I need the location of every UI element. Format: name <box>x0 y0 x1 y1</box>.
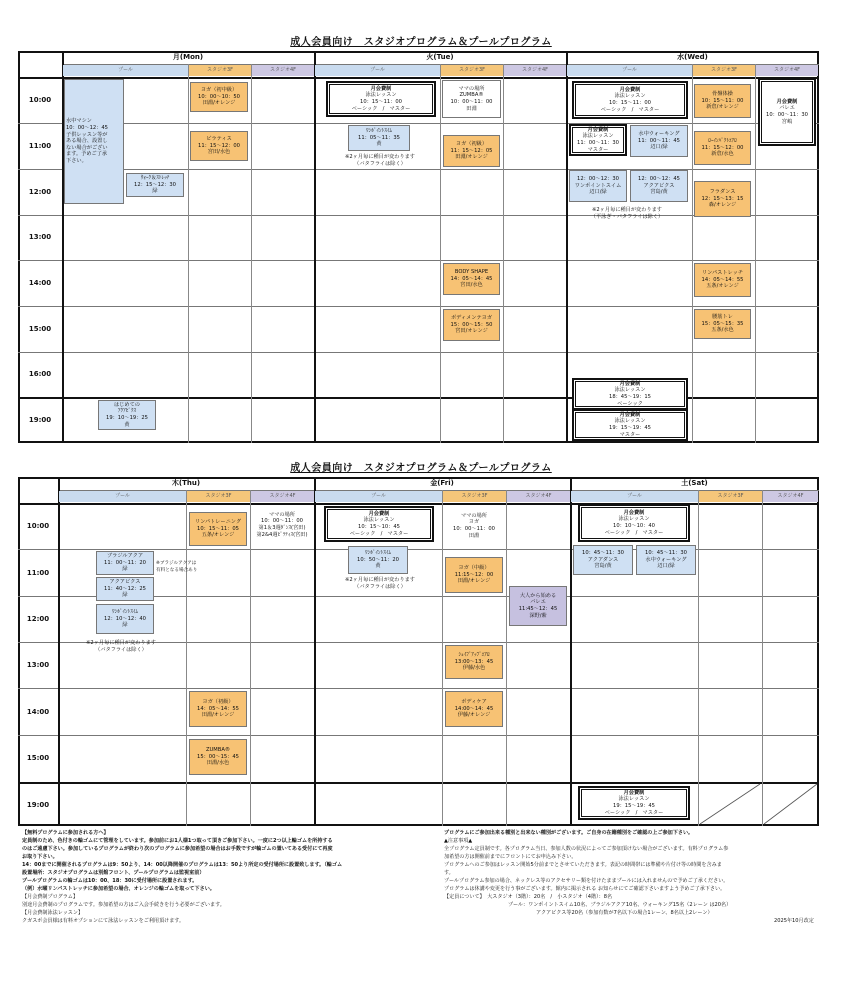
program-card[interactable] <box>190 82 248 112</box>
program-name: BODY SHAPE <box>454 269 489 276</box>
subheader-pool: プール <box>315 491 442 502</box>
program-detail: ヨガ <box>468 519 480 526</box>
program-card-monthly[interactable] <box>572 378 688 410</box>
program-name: ママの場所 <box>269 511 295 518</box>
footer-left <box>22 829 342 925</box>
program-detail: 14：05～14：45 <box>450 275 493 282</box>
program-detail: 田淵/オレンジ <box>457 578 491 585</box>
subheader-studio3f: スタジオ3F <box>441 65 503 76</box>
program-detail: 五条/オレンジ <box>201 532 235 539</box>
program-name: ママの場所 <box>458 85 485 92</box>
program-detail: 泳法レッスン <box>365 92 397 99</box>
footer-text: 【定員について】 大スタジオ（3階）：20名 / 小スタジオ（4階）：8名 <box>444 894 613 900</box>
program-detail: 12：15～13：15 <box>701 195 744 202</box>
program-detail: 19：15～19：45 <box>609 425 651 431</box>
footer-text: アクアビクス等20名（参加有数が7名以下の場合1レーン、8名以上2レーン） <box>536 910 713 916</box>
program-name: フラダンス <box>709 189 736 196</box>
program-detail: 10：15～11：00 <box>360 99 402 105</box>
program-name: ｳｫｰｸ＆ｽﾄﾚｯﾁ <box>140 175 170 182</box>
time-label: 10:00 <box>26 522 50 530</box>
program-detail: ます。予めご了承 <box>66 151 108 158</box>
program-card[interactable] <box>694 84 751 118</box>
program-name: ﾛｰｲﾝﾊﾟｸﾄｴｱﾛ <box>708 138 737 145</box>
program-detail: 10：15～10：45 <box>358 524 400 530</box>
program-detail: 12：10～12：40 <box>104 615 146 622</box>
footer-text: 定員制のため、色付きの輪ゴムにて管理をしています。参加前にお1人様1つ取って頂きご参加下さい。一度に2つ以上輪ゴムを所持する <box>22 838 333 844</box>
program-detail: ベーシック <box>617 400 643 407</box>
program-card[interactable] <box>694 309 751 339</box>
program-card[interactable] <box>509 586 567 626</box>
program-name: ﾜﾝﾎﾟｲﾝﾄｽｲﾑ <box>365 550 391 557</box>
program-card[interactable] <box>98 400 156 430</box>
program-card[interactable] <box>348 125 410 151</box>
subheader-studio3f: スタジオ3F <box>187 491 250 502</box>
program-detail: 14：05～14：55 <box>701 276 744 283</box>
footer-text: のはご遠慮下さい。参加しているプログラムが終わり次のプログラムに参加希望の場合はお手数ですが輪ゴムの置いてある受付にて再度 <box>22 846 333 852</box>
program-detail: 11：15～12：00 <box>198 142 240 149</box>
program-detail: 新倉/水色 <box>711 151 734 158</box>
program-detail: 泳法レッスン <box>618 796 650 803</box>
footer-text: プログラムは休講や変更を行う事がございます。館内に掲示される お知らせにてご確認下さいますよう予めご了承下さい。 <box>444 886 726 892</box>
program-detail: 田淵 <box>466 105 477 112</box>
program-detail: 11：00～11：20 <box>104 559 146 566</box>
program-name: 月会費制 <box>623 789 645 796</box>
subheader-pool: プール <box>59 491 186 502</box>
program-detail: 11:15～12：00 <box>454 571 494 578</box>
top-timetable-title: 成人会員向け スタジオプログラム＆プールプログラム <box>290 37 552 48</box>
program-detail: 宮嶋 <box>781 118 793 125</box>
subheader-studio4f: スタジオ4F <box>507 491 570 502</box>
program-detail: 宮田/水色 <box>460 282 483 289</box>
program-card[interactable] <box>189 739 247 775</box>
program-card-monthly[interactable] <box>572 81 688 119</box>
subheader-pool: プール <box>571 491 698 502</box>
program-detail: 田淵/オレンジ <box>201 712 235 719</box>
program-name: 月会費制 <box>619 86 641 93</box>
subheader-pool: プール <box>567 65 692 76</box>
program-card[interactable] <box>443 135 500 167</box>
day-header-thu: 木(Thu) <box>171 479 201 487</box>
footer-text: プログラムにご参加出来る種別と出来ない種別がございます。ご自身の在籍種別をご確認の上ご参加下さい。 <box>444 830 694 836</box>
program-name: 10：45～11：30 <box>582 550 624 557</box>
program-detail: 下さい。 <box>66 157 87 164</box>
subheader-studio4f: スタジオ4F <box>504 65 566 76</box>
program-card-monthly[interactable] <box>572 409 688 441</box>
program-detail: 10：00～11：00 <box>453 526 495 532</box>
subheader-studio3f: スタジオ3F <box>189 65 251 76</box>
footer-text: 設置場所：スタジオプログラムは別館フロント、プールプログラムは監視室前） <box>22 870 205 876</box>
subheader-studio4f: スタジオ4F <box>251 491 314 502</box>
program-card[interactable] <box>630 170 688 202</box>
footer-right <box>444 829 814 925</box>
program-name: アクアビクス <box>109 579 141 586</box>
program-card[interactable] <box>348 546 408 574</box>
program-name: ボディメンテヨガ <box>450 315 493 322</box>
footer-text: 【月会費制泳法レッスン】 <box>22 910 84 916</box>
program-detail: 辺口/緑 <box>650 144 668 151</box>
program-detail: 11：00～11：45 <box>638 137 680 144</box>
program-detail: 黄 <box>124 421 130 428</box>
program-detail: 14:00～14：45 <box>454 705 494 712</box>
program-name: はじめての <box>114 401 140 408</box>
program-card[interactable] <box>573 545 633 575</box>
program-card[interactable] <box>64 79 124 204</box>
program-detail: 辺口/緑 <box>657 563 675 570</box>
program-name: 水中ウォーキング <box>638 131 680 138</box>
footer-text: 【無料プログラムに参加される方へ】 <box>22 830 109 836</box>
time-label: 14:00 <box>28 279 52 287</box>
program-detail: バレエ <box>530 599 546 606</box>
footer-text: 加希望の方は開催前までにフロントにてお申込み下さい。 <box>444 854 577 860</box>
subheader-studio3f: スタジオ3F <box>443 491 506 502</box>
program-name: ﾜﾝﾎﾟｲﾝﾄｽｲﾑ <box>112 609 138 616</box>
program-detail: 緑 <box>122 622 128 629</box>
program-card[interactable] <box>189 512 247 546</box>
program-name: 月会費制 <box>619 380 641 387</box>
program-detail: 15：05～15：35 <box>701 320 744 327</box>
time-label: 11:00 <box>26 569 50 577</box>
program-detail: 新倉/オレンジ <box>706 104 739 111</box>
program-card-monthly[interactable] <box>569 124 627 156</box>
footer-text: クガスポ会員様は有料オプションにて泳法レッスンをご利用頂けます。 <box>22 918 185 924</box>
program-name: 腰筋トレ <box>712 314 733 321</box>
program-name: ヨガ（初級） <box>455 141 488 148</box>
program-detail: 10：15～11：00 <box>701 97 744 104</box>
footer-text: 14：00までに開催されるプログラムは9：50より、14：00以降開催のプログラムは13：50より所定の受付場所に設置致します。（輪ゴム <box>22 862 343 868</box>
program-name: リンパストレッチ <box>701 270 744 277</box>
program-detail: ベーシック / マスター <box>351 105 411 112</box>
program-detail: ZUMBA® <box>459 92 484 99</box>
program-name: 水中マシン <box>66 118 92 125</box>
subheader-studio4f: スタジオ4F <box>756 65 818 76</box>
program-name: ヨガ（初中級） <box>200 87 238 94</box>
footer-text: （例）水曜リンパストレッチに参加希望の場合、オレンジの輪ゴムを取って下さい。 <box>22 886 215 892</box>
subheader-pool: プール <box>63 65 188 76</box>
program-name: ママの場所 <box>461 512 487 519</box>
program-detail: 森/オレンジ <box>708 202 737 209</box>
time-label: 15:00 <box>28 325 52 333</box>
time-label: 12:00 <box>26 615 50 623</box>
revision-date: 2025年10月改定 <box>774 918 814 924</box>
program-detail: 10：50～11：20 <box>357 556 399 563</box>
program-card[interactable] <box>445 557 503 593</box>
program-detail: 10：00～10：50 <box>198 93 240 100</box>
program-name: 月会費制 <box>623 509 645 516</box>
program-card[interactable] <box>630 125 688 157</box>
time-label: 12:00 <box>28 188 52 196</box>
program-detail: 10：00～11：00 <box>450 99 493 105</box>
program-detail: 11：00～11：30 <box>577 140 619 146</box>
program-name: 月会費制 <box>776 98 798 105</box>
footer-text: ▲注意事項▲ <box>444 838 473 844</box>
program-name: 12：00～12：30 <box>577 176 619 183</box>
time-label: 14:00 <box>26 708 50 716</box>
program-detail: 14：05～14：55 <box>197 705 239 712</box>
program-detail: ベーシック / マスター <box>604 809 664 816</box>
program-detail: 田淵/水色 <box>206 760 230 767</box>
program-detail: 深野/紫 <box>529 612 547 619</box>
program-card-monthly[interactable] <box>578 504 690 542</box>
program-detail: 宮田/オレンジ <box>455 328 488 335</box>
program-card[interactable] <box>442 80 501 118</box>
program-detail: 10：00～12：45 <box>66 125 108 132</box>
subheader-studio4f: スタジオ4F <box>252 65 314 76</box>
program-detail: マスター <box>619 431 641 438</box>
program-detail: ベーシック / マスター <box>600 106 660 113</box>
program-detail: 伊藤/水色 <box>462 665 486 672</box>
footer-text: 別途月会費制のプログラムです。参加希望の方はご入会手続きを行う必要がございます。 <box>22 902 225 908</box>
footer-text: 【月会費制プログラム】 <box>22 894 78 900</box>
program-name: 月会費制 <box>619 411 641 418</box>
program-card[interactable] <box>569 170 627 202</box>
note-text: ※2ヶ月毎に種目が変わります （バタフライは除く） <box>345 577 415 590</box>
program-detail: バレエ <box>779 105 795 112</box>
subheader-studio3f: スタジオ3F <box>693 65 755 76</box>
day-header-wed: 水(Wed) <box>677 53 708 61</box>
day-header-sat: 土(Sat) <box>681 479 708 487</box>
program-detail: ある場合、設置し <box>66 138 108 145</box>
program-name: 10：45～11：30 <box>645 550 687 557</box>
program-detail: 第2&4週ﾋﾟﾗﾃｨｽ(宮田) <box>256 531 308 538</box>
footer-text: プールプログラムの輪ゴムは10：00、18：30に受付場所に設置されます。 <box>22 878 198 884</box>
program-card-monthly[interactable] <box>758 78 816 146</box>
program-detail: 10：10～10：40 <box>613 523 655 529</box>
program-detail: 泳法レッスン <box>582 133 614 140</box>
program-detail: アクアビクス <box>643 182 675 189</box>
program-card[interactable] <box>96 604 154 634</box>
program-name: 大人から始める <box>519 592 557 599</box>
program-name: 月会費制 <box>587 126 609 133</box>
program-detail: 泳法レッスン <box>618 516 650 523</box>
subheader-studio4f: スタジオ4F <box>763 491 818 502</box>
program-detail: 11：40～12：25 <box>104 585 146 592</box>
program-detail: 宮島/黄 <box>650 189 668 196</box>
program-card[interactable] <box>445 691 503 727</box>
program-detail: ｱｸｱﾋﾞｸｽ <box>117 408 137 415</box>
program-name: ZUMBA® <box>205 747 231 754</box>
footer-text: プログラムへのご参加はレッスン開始5分前までとさせていただきます。表記の時間帯には準備や片付け等の時間を含みま <box>444 862 722 868</box>
program-detail: 泳法レッスン <box>614 93 646 100</box>
program-detail: 黄 <box>376 141 382 148</box>
day-header-tue: 火(Tue) <box>426 53 454 61</box>
program-name: ボディケア <box>461 699 487 706</box>
day-header-fri: 金(Fri) <box>430 479 454 487</box>
program-detail: 子供レッスン等が <box>66 131 108 138</box>
divider <box>18 77 819 79</box>
program-card[interactable] <box>252 505 312 545</box>
program-detail: 10：15～11：00 <box>609 100 651 106</box>
program-detail: 18：45～19：15 <box>609 394 651 400</box>
note-text: ※2ヶ月毎に種目が変わります （平泳ぎ・バタフライは除く） <box>590 207 664 220</box>
time-label: 16:00 <box>28 370 52 378</box>
program-detail: 辺口/緑 <box>589 189 607 196</box>
program-card[interactable] <box>126 173 184 197</box>
program-detail: 19：15～19：45 <box>613 803 655 809</box>
program-detail: 第1＆3週ﾀﾞﾝｽ(宮田) <box>258 525 306 531</box>
program-detail: 11:45～12：45 <box>518 606 558 612</box>
footer-text: プールプログラム参加の場合、ネックレス等のアクセサリー類を付けたままプールには入れませんので予めご了承ください。 <box>444 878 729 884</box>
program-card[interactable] <box>694 263 751 297</box>
program-detail: 田淵 <box>468 532 480 539</box>
program-detail: 泳法レッスン <box>363 517 395 524</box>
note-text: ※2ヶ月毎に種目が変わります （バタフライは除く） <box>345 154 415 167</box>
program-card[interactable] <box>96 577 154 601</box>
program-detail: 泳法レッスン <box>614 418 646 425</box>
program-detail: 黄 <box>375 563 381 570</box>
program-detail: 泳法レッスン <box>614 387 646 394</box>
program-detail: 10：15～11：05 <box>197 525 239 532</box>
program-card[interactable] <box>443 263 500 295</box>
program-detail: 緑 <box>122 566 128 573</box>
program-card-monthly[interactable] <box>326 81 436 117</box>
bottom-timetable-title: 成人会員向け スタジオプログラム＆プールプログラム <box>290 463 552 474</box>
program-detail: 水中ウォーキング <box>645 556 687 563</box>
program-detail: 19：10～19：25 <box>106 415 148 421</box>
program-name: ヨガ（中級） <box>458 565 490 572</box>
program-detail: ベーシック / マスター <box>349 530 409 537</box>
program-detail: アクアダンス <box>587 556 619 563</box>
program-detail: 11：15～12：05 <box>450 147 493 154</box>
program-card[interactable] <box>445 645 503 679</box>
program-card[interactable] <box>694 131 751 165</box>
program-detail: 五条/水色 <box>711 327 734 334</box>
program-name: 月会費制 <box>370 85 392 92</box>
program-detail: 田淵/オレンジ <box>455 154 488 161</box>
program-detail: 伊藤/オレンジ <box>457 712 491 719</box>
program-detail: 緑 <box>152 188 158 195</box>
program-detail: マスター <box>587 146 609 153</box>
time-label: 11:00 <box>28 142 52 150</box>
program-card[interactable] <box>96 551 154 575</box>
program-name: 骨盤体操 <box>712 91 733 98</box>
program-card[interactable] <box>443 309 500 341</box>
program-detail: 緑 <box>122 592 128 599</box>
program-detail: 12：15～12：30 <box>134 181 176 188</box>
time-label: 15:00 <box>26 754 50 762</box>
footer-text: 全プログラム定員制です。各プログラム当日、参加人数の状況によってご参加頂けない場合がございます。有料プログラム参 <box>444 846 729 852</box>
program-card-monthly[interactable] <box>324 506 434 542</box>
program-card-monthly[interactable] <box>578 786 690 820</box>
note-text: ※ブラジルアクアは 有料となる場合あり <box>156 561 198 573</box>
program-detail: 田淵/オレンジ <box>202 100 236 107</box>
program-detail: 宮田/水色 <box>207 149 231 156</box>
unused-cell-slash <box>698 782 819 826</box>
program-detail: 13:00～13：45 <box>454 658 494 665</box>
footer-text: す。 <box>444 870 454 876</box>
time-label: 19:00 <box>28 416 52 424</box>
program-detail: 10：00～11：30 <box>766 112 808 118</box>
program-card[interactable] <box>189 691 247 727</box>
program-name: ヨガ（初級） <box>202 699 234 706</box>
program-card[interactable] <box>694 181 751 217</box>
note-text: ※2ヶ月毎に種目が変わります （バタフライは除く） <box>86 640 156 653</box>
program-card[interactable] <box>445 505 503 547</box>
program-name: ブラジルアクア <box>106 553 144 560</box>
program-detail: 15：00～15：50 <box>450 321 493 328</box>
program-detail: 宮島/黄 <box>594 563 612 570</box>
time-label: 13:00 <box>28 233 52 241</box>
subheader-pool: プール <box>315 65 440 76</box>
footer-text: プール：ワンポイントスイム10名、ブラジルアクア10名、ウォーキング15名（2レーン は20名） <box>508 902 732 908</box>
program-name: ピラティス <box>206 136 232 143</box>
time-label: 19:00 <box>26 801 50 809</box>
program-card[interactable] <box>636 545 696 575</box>
subheader-studio3f: スタジオ3F <box>699 491 762 502</box>
program-name: 12：00～12：45 <box>638 176 680 183</box>
program-name: 月会費制 <box>368 510 390 517</box>
program-detail: ワンポイントスイム <box>574 182 622 189</box>
program-detail: ベーシック / マスター <box>604 529 664 536</box>
program-detail: 11：05～11：35 <box>358 134 400 141</box>
time-label: 13:00 <box>26 661 50 669</box>
time-label: 10:00 <box>28 96 52 104</box>
program-card[interactable] <box>190 131 248 161</box>
program-detail: 15：00～15：45 <box>197 753 239 760</box>
footer-text: お取り下さい。 <box>22 854 58 860</box>
program-detail: ない場合がござい <box>66 144 108 151</box>
program-name: ｼｪｲﾌﾟｱｯﾌﾟｴｱﾛ <box>458 652 490 659</box>
program-name: リンパトレーニング <box>194 519 242 526</box>
program-detail: 11：15～12：00 <box>701 144 744 151</box>
program-name: ﾜﾝﾎﾟｲﾝﾄｽｲﾑ <box>366 128 392 135</box>
program-detail: 10：00～11：00 <box>261 518 303 525</box>
day-header-mon: 月(Mon) <box>172 53 204 61</box>
program-detail: 五条/オレンジ <box>706 283 739 290</box>
